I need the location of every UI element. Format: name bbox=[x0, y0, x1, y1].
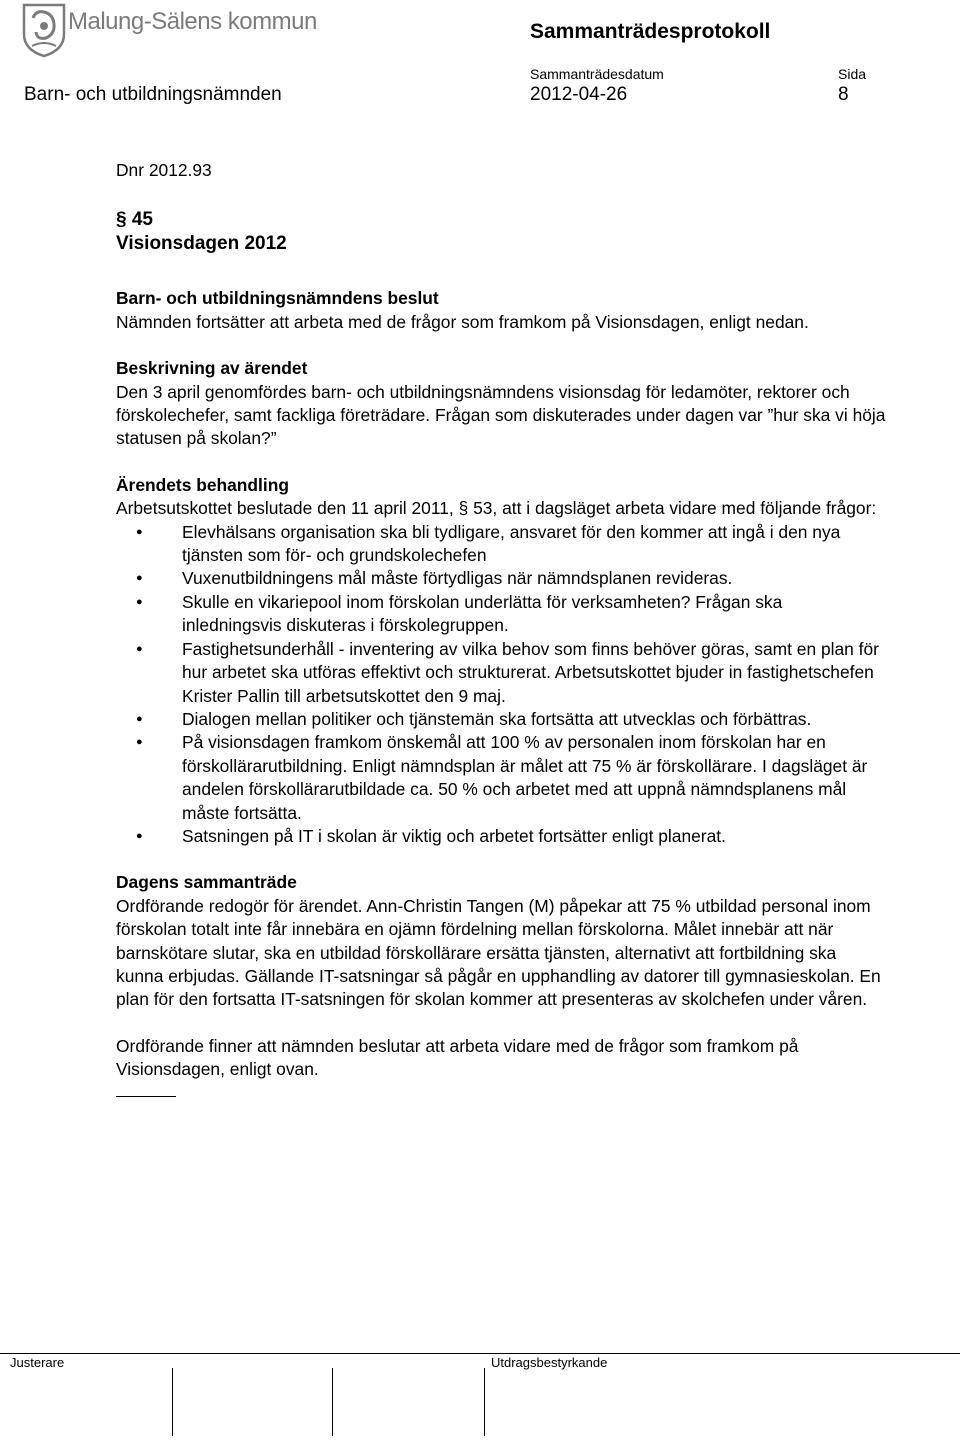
signature-box-divider bbox=[484, 1368, 485, 1436]
signature-box-divider bbox=[172, 1368, 173, 1436]
page-label: Sida bbox=[838, 66, 867, 82]
handling-intro-start: Arbetsutskottet beslutade den 11 april 2011, bbox=[116, 498, 454, 519]
section-number: 45 bbox=[131, 209, 153, 231]
handling-intro bbox=[116, 497, 886, 520]
section-mark: § bbox=[116, 209, 127, 231]
section-heading bbox=[116, 208, 886, 232]
issue-list bbox=[116, 521, 886, 849]
justerare-label: Justerare bbox=[10, 1355, 65, 1370]
description-heading: Beskrivning av ärendet bbox=[116, 358, 308, 379]
case-title: Visionsdagen 2012 bbox=[116, 233, 287, 255]
coat-of-arms-icon bbox=[22, 2, 66, 58]
committee-name: Barn- och utbildningsnämnden bbox=[24, 84, 282, 105]
document-title: Sammanträdesprotokoll bbox=[530, 20, 771, 43]
end-rule bbox=[116, 1096, 176, 1097]
list-item: ● Skulle en vikariepool inom förskolan underlätta för verksamheten? Frågan ska inledningsvis diskuteras i förskolegruppen. bbox=[116, 591, 886, 638]
page-number: 8 bbox=[838, 84, 849, 105]
list-item: ● På visionsdagen framkom önskemål att 100 % av personalen inom förskolan har en förskollärarutbildning. Enligt nämndsplan är målet att 75 % är förskollärare. I dagsläget är andelen förskollärarutbildade ca. 50 % och arbetet med att uppnå nämndsplanens mål måste fortsätta. bbox=[116, 731, 886, 825]
date-label: Sammanträdesdatum bbox=[530, 66, 664, 82]
list-item: ● Vuxenutbildningens mål måste förtydligas när nämndsplanen revideras. bbox=[116, 567, 886, 590]
case-number: Dnr 2012.93 bbox=[116, 160, 212, 180]
signature-box-divider bbox=[332, 1368, 333, 1436]
meeting-conclusion: Ordförande finner att nämnden beslutar att arbeta vidare med de frågor som framkom på Visionsdagen, enligt ovan. bbox=[116, 1035, 799, 1080]
utdragsbestyrkande-label: Utdragsbestyrkande bbox=[491, 1355, 608, 1370]
meeting-paragraph: Ordförande redogör för ärendet. Ann-Christin Tangen (M) påpekar att 75 % utbildad personal inom förskolan totalt inte får innebära en ojämn fördelning mellan förskolorna. Målet innebär att när barnskötare slutar, ska en utbildad förskollärare ersätta tjänsten, alternativt att fortbildning ska kunna erbjudas. Gällande IT-satsningar så pågår en upphandling av datorer till gymnasieskolan. En plan för den fortsatta IT-satsningen för skolan kommer att presenteras av skolchefen under våren. bbox=[116, 895, 881, 1010]
decision-heading: Barn- och utbildningsnämndens beslut bbox=[116, 288, 439, 309]
meeting-date: 2012-04-26 bbox=[530, 84, 628, 105]
list-item: ● Elevhälsans organisation ska bli tydligare, ansvaret för den kommer att ingå i den nya tjänsten som för- och grundskolechefen bbox=[116, 521, 886, 568]
list-item: ● Satsningen på IT i skolan är viktig och arbetet fortsätter enligt planerat. bbox=[116, 825, 886, 848]
logo-text: Malung-Sälens kommun bbox=[68, 8, 317, 35]
handling-intro-end: 53, att i dagsläget arbeta vidare med följande frågor: bbox=[473, 498, 877, 519]
description-text: Den 3 april genomfördes barn- och utbildningsnämndens visionsdag för ledamöter, rektorer och förskolechefer, samt fackliga företrädare. Frågan som diskuterades under dagen var ”hur ska vi höja statusen på skolan?” bbox=[116, 381, 886, 449]
document-body bbox=[116, 159, 886, 1097]
handling-heading: Ärendets behandling bbox=[116, 474, 289, 495]
list-item: ● Dialogen mellan politiker och tjänstemän ska fortsätta att utvecklas och förbättras. bbox=[116, 708, 886, 731]
decision-text: Nämnden fortsätter att arbeta med de frågor som framkom på Visionsdagen, enligt nedan. bbox=[116, 311, 809, 332]
footer-divider bbox=[0, 1353, 960, 1354]
list-item: ● Fastighetsunderhåll - inventering av vilka behov som finns behöver göras, samt en plan för hur arbetet ska utföras effektivt och strukturerat. Arbetsutskottet bjuder in fastighetschefen Krister Pallin till arbetsutskottet den 9 maj. bbox=[116, 638, 886, 708]
section-mark: § bbox=[458, 498, 469, 519]
meeting-heading: Dagens sammanträde bbox=[116, 872, 297, 893]
